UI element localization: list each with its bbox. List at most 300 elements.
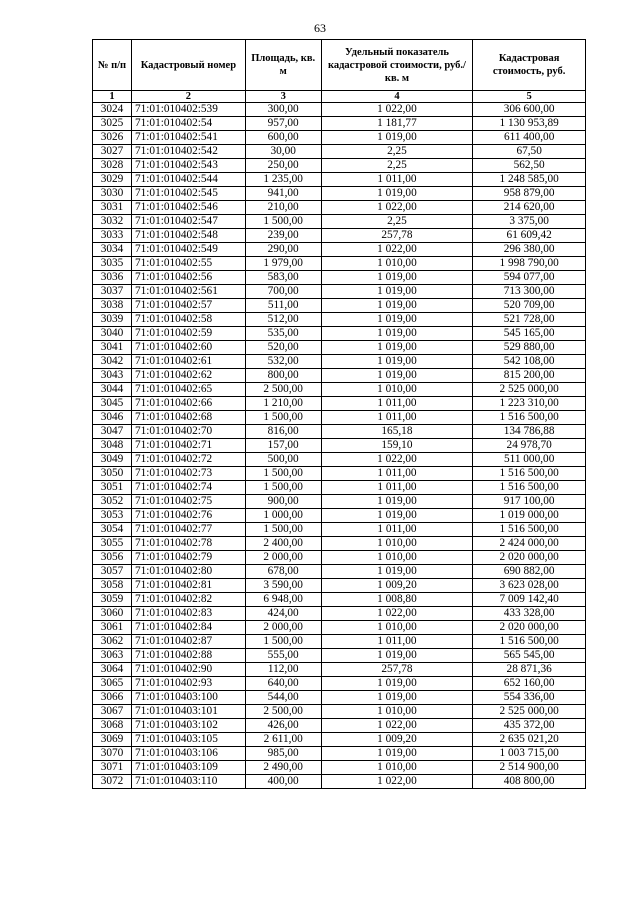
cadastral-number-cell: 71:01:010402:82 xyxy=(132,593,246,607)
header-specific-value: Удельный показатель кадастровой стоимости, руб./кв. м xyxy=(321,40,473,91)
cadastral-number-cell: 71:01:010402:75 xyxy=(132,495,246,509)
cadastral-value-cell: 1 516 500,00 xyxy=(473,411,586,425)
specific-value-cell: 1 008,80 xyxy=(321,593,473,607)
cadastral-value-cell: 1 223 310,00 xyxy=(473,397,586,411)
row-number-cell: 3027 xyxy=(93,145,132,159)
area-cell: 511,00 xyxy=(245,299,321,313)
cadastral-value-cell: 511 000,00 xyxy=(473,453,586,467)
row-number-cell: 3048 xyxy=(93,439,132,453)
cadastral-value-cell: 1 516 500,00 xyxy=(473,523,586,537)
row-number-cell: 3035 xyxy=(93,257,132,271)
cadastral-value-cell: 2 635 021,20 xyxy=(473,733,586,747)
column-number: 2 xyxy=(132,91,246,103)
specific-value-cell: 1 022,00 xyxy=(321,607,473,621)
specific-value-cell: 159,10 xyxy=(321,439,473,453)
specific-value-cell: 165,18 xyxy=(321,425,473,439)
table-row xyxy=(93,103,586,117)
row-number-cell: 3037 xyxy=(93,285,132,299)
cadastral-number-cell: 71:01:010403:100 xyxy=(132,691,246,705)
table-row xyxy=(93,173,586,187)
area-cell: 400,00 xyxy=(245,775,321,789)
cadastral-number-cell: 71:01:010402:55 xyxy=(132,257,246,271)
table-row xyxy=(93,187,586,201)
area-cell: 583,00 xyxy=(245,271,321,285)
row-number-cell: 3067 xyxy=(93,705,132,719)
table-row xyxy=(93,607,586,621)
specific-value-cell: 1 022,00 xyxy=(321,243,473,257)
column-number: 5 xyxy=(473,91,586,103)
cadastral-value-cell: 61 609,42 xyxy=(473,229,586,243)
specific-value-cell: 2,25 xyxy=(321,159,473,173)
specific-value-cell: 1 010,00 xyxy=(321,257,473,271)
table-row xyxy=(93,299,586,313)
area-cell: 112,00 xyxy=(245,663,321,677)
table-body xyxy=(93,103,586,789)
table-row xyxy=(93,691,586,705)
table-row xyxy=(93,117,586,131)
cadastral-value-cell: 542 108,00 xyxy=(473,355,586,369)
cadastral-number-cell: 71:01:010402:78 xyxy=(132,537,246,551)
table-row xyxy=(93,313,586,327)
table-row xyxy=(93,285,586,299)
cadastral-value-cell: 1 248 585,00 xyxy=(473,173,586,187)
row-number-cell: 3054 xyxy=(93,523,132,537)
area-cell: 250,00 xyxy=(245,159,321,173)
area-cell: 1 500,00 xyxy=(245,215,321,229)
row-number-cell: 3056 xyxy=(93,551,132,565)
table-row xyxy=(93,523,586,537)
area-cell: 957,00 xyxy=(245,117,321,131)
column-number-row xyxy=(93,91,586,103)
table-row xyxy=(93,635,586,649)
area-cell: 2 000,00 xyxy=(245,621,321,635)
cadastral-value-cell: 2 514 900,00 xyxy=(473,761,586,775)
row-number-cell: 3039 xyxy=(93,313,132,327)
specific-value-cell: 1 011,00 xyxy=(321,173,473,187)
cadastral-number-cell: 71:01:010403:101 xyxy=(132,705,246,719)
row-number-cell: 3060 xyxy=(93,607,132,621)
specific-value-cell: 1 019,00 xyxy=(321,509,473,523)
cadastral-number-cell: 71:01:010402:65 xyxy=(132,383,246,397)
cadastral-number-cell: 71:01:010402:76 xyxy=(132,509,246,523)
cadastral-value-cell: 815 200,00 xyxy=(473,369,586,383)
area-cell: 2 490,00 xyxy=(245,761,321,775)
specific-value-cell: 1 011,00 xyxy=(321,411,473,425)
table-row xyxy=(93,733,586,747)
row-number-cell: 3070 xyxy=(93,747,132,761)
specific-value-cell: 257,78 xyxy=(321,229,473,243)
cadastral-number-cell: 71:01:010402:61 xyxy=(132,355,246,369)
table-row xyxy=(93,243,586,257)
cadastral-value-cell: 1 130 953,89 xyxy=(473,117,586,131)
cadastral-value-cell: 3 623 028,00 xyxy=(473,579,586,593)
area-cell: 426,00 xyxy=(245,719,321,733)
cadastral-number-cell: 71:01:010402:73 xyxy=(132,467,246,481)
area-cell: 941,00 xyxy=(245,187,321,201)
area-cell: 1 000,00 xyxy=(245,509,321,523)
cadastral-value-cell: 690 882,00 xyxy=(473,565,586,579)
cadastral-number-cell: 71:01:010402:54 xyxy=(132,117,246,131)
specific-value-cell: 1 022,00 xyxy=(321,453,473,467)
area-cell: 555,00 xyxy=(245,649,321,663)
cadastral-number-cell: 71:01:010402:83 xyxy=(132,607,246,621)
table-row xyxy=(93,159,586,173)
table-row xyxy=(93,327,586,341)
table-header-row xyxy=(93,40,586,91)
area-cell: 512,00 xyxy=(245,313,321,327)
specific-value-cell: 1 010,00 xyxy=(321,705,473,719)
column-number: 1 xyxy=(93,91,132,103)
cadastral-value-cell: 134 786,88 xyxy=(473,425,586,439)
table-row xyxy=(93,761,586,775)
specific-value-cell: 1 010,00 xyxy=(321,537,473,551)
cadastral-value-cell: 67,50 xyxy=(473,145,586,159)
specific-value-cell: 1 019,00 xyxy=(321,495,473,509)
row-number-cell: 3024 xyxy=(93,103,132,117)
cadastral-number-cell: 71:01:010402:77 xyxy=(132,523,246,537)
cadastral-number-cell: 71:01:010402:62 xyxy=(132,369,246,383)
cadastral-number-cell: 71:01:010402:88 xyxy=(132,649,246,663)
row-number-cell: 3042 xyxy=(93,355,132,369)
specific-value-cell: 1 019,00 xyxy=(321,285,473,299)
table-row xyxy=(93,201,586,215)
area-cell: 1 500,00 xyxy=(245,411,321,425)
table-row xyxy=(93,341,586,355)
specific-value-cell: 1 011,00 xyxy=(321,523,473,537)
specific-value-cell: 1 019,00 xyxy=(321,271,473,285)
cadastral-number-cell: 71:01:010402:561 xyxy=(132,285,246,299)
area-cell: 678,00 xyxy=(245,565,321,579)
cadastral-number-cell: 71:01:010402:541 xyxy=(132,131,246,145)
row-number-cell: 3066 xyxy=(93,691,132,705)
table-row xyxy=(93,425,586,439)
area-cell: 2 000,00 xyxy=(245,551,321,565)
cadastral-number-cell: 71:01:010402:542 xyxy=(132,145,246,159)
specific-value-cell: 1 019,00 xyxy=(321,369,473,383)
row-number-cell: 3044 xyxy=(93,383,132,397)
specific-value-cell: 1 022,00 xyxy=(321,719,473,733)
cadastral-number-cell: 71:01:010403:106 xyxy=(132,747,246,761)
cadastral-number-cell: 71:01:010402:90 xyxy=(132,663,246,677)
row-number-cell: 3055 xyxy=(93,537,132,551)
cadastral-value-cell: 24 978,70 xyxy=(473,439,586,453)
table-row xyxy=(93,383,586,397)
table-row xyxy=(93,355,586,369)
row-number-cell: 3053 xyxy=(93,509,132,523)
row-number-cell: 3072 xyxy=(93,775,132,789)
cadastral-value-cell: 1 003 715,00 xyxy=(473,747,586,761)
table-row xyxy=(93,257,586,271)
row-number-cell: 3062 xyxy=(93,635,132,649)
area-cell: 2 400,00 xyxy=(245,537,321,551)
table-row xyxy=(93,215,586,229)
table-row xyxy=(93,509,586,523)
row-number-cell: 3028 xyxy=(93,159,132,173)
cadastral-number-cell: 71:01:010403:105 xyxy=(132,733,246,747)
specific-value-cell: 1 010,00 xyxy=(321,383,473,397)
area-cell: 1 210,00 xyxy=(245,397,321,411)
table-row xyxy=(93,719,586,733)
area-cell: 500,00 xyxy=(245,453,321,467)
specific-value-cell: 1 009,20 xyxy=(321,579,473,593)
row-number-cell: 3040 xyxy=(93,327,132,341)
area-cell: 1 500,00 xyxy=(245,523,321,537)
cadastral-value-cell: 435 372,00 xyxy=(473,719,586,733)
row-number-cell: 3045 xyxy=(93,397,132,411)
table-row xyxy=(93,579,586,593)
cadastral-value-cell: 713 300,00 xyxy=(473,285,586,299)
table-row xyxy=(93,705,586,719)
cadastral-number-cell: 71:01:010402:60 xyxy=(132,341,246,355)
specific-value-cell: 1 019,00 xyxy=(321,341,473,355)
cadastral-number-cell: 71:01:010403:102 xyxy=(132,719,246,733)
table-row xyxy=(93,663,586,677)
specific-value-cell: 1 011,00 xyxy=(321,467,473,481)
cadastral-number-cell: 71:01:010402:57 xyxy=(132,299,246,313)
specific-value-cell: 2,25 xyxy=(321,145,473,159)
cadastral-number-cell: 71:01:010402:80 xyxy=(132,565,246,579)
row-number-cell: 3047 xyxy=(93,425,132,439)
table-row xyxy=(93,397,586,411)
cadastral-value-cell: 214 620,00 xyxy=(473,201,586,215)
cadastral-value-cell: 433 328,00 xyxy=(473,607,586,621)
row-number-cell: 3065 xyxy=(93,677,132,691)
cadastral-value-cell: 652 160,00 xyxy=(473,677,586,691)
area-cell: 1 979,00 xyxy=(245,257,321,271)
cadastral-number-cell: 71:01:010403:109 xyxy=(132,761,246,775)
cadastral-number-cell: 71:01:010402:81 xyxy=(132,579,246,593)
area-cell: 640,00 xyxy=(245,677,321,691)
cadastral-value-cell: 521 728,00 xyxy=(473,313,586,327)
header-area: Площадь, кв. м xyxy=(245,40,321,91)
row-number-cell: 3043 xyxy=(93,369,132,383)
row-number-cell: 3057 xyxy=(93,565,132,579)
table-row xyxy=(93,551,586,565)
specific-value-cell: 1 022,00 xyxy=(321,775,473,789)
cadastral-number-cell: 71:01:010402:93 xyxy=(132,677,246,691)
specific-value-cell: 2,25 xyxy=(321,215,473,229)
table-row xyxy=(93,481,586,495)
cadastral-value-cell: 2 424 000,00 xyxy=(473,537,586,551)
cadastral-number-cell: 71:01:010402:548 xyxy=(132,229,246,243)
cadastral-value-cell: 529 880,00 xyxy=(473,341,586,355)
cadastral-number-cell: 71:01:010402:547 xyxy=(132,215,246,229)
row-number-cell: 3038 xyxy=(93,299,132,313)
row-number-cell: 3059 xyxy=(93,593,132,607)
cadastral-number-cell: 71:01:010402:56 xyxy=(132,271,246,285)
row-number-cell: 3030 xyxy=(93,187,132,201)
row-number-cell: 3041 xyxy=(93,341,132,355)
area-cell: 1 500,00 xyxy=(245,467,321,481)
row-number-cell: 3061 xyxy=(93,621,132,635)
cadastral-value-cell: 1 516 500,00 xyxy=(473,467,586,481)
row-number-cell: 3064 xyxy=(93,663,132,677)
area-cell: 600,00 xyxy=(245,131,321,145)
cadastral-number-cell: 71:01:010402:68 xyxy=(132,411,246,425)
specific-value-cell: 1 011,00 xyxy=(321,481,473,495)
area-cell: 1 500,00 xyxy=(245,481,321,495)
cadastral-number-cell: 71:01:010402:74 xyxy=(132,481,246,495)
cadastral-value-cell: 594 077,00 xyxy=(473,271,586,285)
cadastral-value-cell: 3 375,00 xyxy=(473,215,586,229)
table-row xyxy=(93,453,586,467)
cadastral-number-cell: 71:01:010402:84 xyxy=(132,621,246,635)
row-number-cell: 3026 xyxy=(93,131,132,145)
cadastral-value-cell: 958 879,00 xyxy=(473,187,586,201)
header-cadastral-number: Кадастровый номер xyxy=(132,40,246,91)
specific-value-cell: 1 019,00 xyxy=(321,355,473,369)
cadastral-number-cell: 71:01:010402:72 xyxy=(132,453,246,467)
area-cell: 2 500,00 xyxy=(245,383,321,397)
cadastral-value-cell: 545 165,00 xyxy=(473,327,586,341)
row-number-cell: 3052 xyxy=(93,495,132,509)
area-cell: 532,00 xyxy=(245,355,321,369)
row-number-cell: 3063 xyxy=(93,649,132,663)
specific-value-cell: 1 019,00 xyxy=(321,677,473,691)
row-number-cell: 3068 xyxy=(93,719,132,733)
area-cell: 2 500,00 xyxy=(245,705,321,719)
area-cell: 424,00 xyxy=(245,607,321,621)
cadastral-value-cell: 611 400,00 xyxy=(473,131,586,145)
area-cell: 290,00 xyxy=(245,243,321,257)
table-row xyxy=(93,775,586,789)
row-number-cell: 3033 xyxy=(93,229,132,243)
specific-value-cell: 1 010,00 xyxy=(321,551,473,565)
cadastral-value-cell: 565 545,00 xyxy=(473,649,586,663)
row-number-cell: 3051 xyxy=(93,481,132,495)
area-cell: 544,00 xyxy=(245,691,321,705)
table-row xyxy=(93,467,586,481)
cadastral-value-table xyxy=(92,39,586,789)
header-cadastral-value: Кадастровая стоимость, руб. xyxy=(473,40,586,91)
area-cell: 1 500,00 xyxy=(245,635,321,649)
cadastral-number-cell: 71:01:010402:71 xyxy=(132,439,246,453)
cadastral-value-cell: 7 009 142,40 xyxy=(473,593,586,607)
cadastral-number-cell: 71:01:010402:70 xyxy=(132,425,246,439)
row-number-cell: 3034 xyxy=(93,243,132,257)
cadastral-value-cell: 2 525 000,00 xyxy=(473,705,586,719)
cadastral-value-cell: 2 020 000,00 xyxy=(473,621,586,635)
row-number-cell: 3069 xyxy=(93,733,132,747)
cadastral-value-cell: 1 516 500,00 xyxy=(473,635,586,649)
specific-value-cell: 1 019,00 xyxy=(321,747,473,761)
cadastral-value-cell: 408 800,00 xyxy=(473,775,586,789)
table-row xyxy=(93,649,586,663)
area-cell: 520,00 xyxy=(245,341,321,355)
area-cell: 985,00 xyxy=(245,747,321,761)
table-row xyxy=(93,369,586,383)
cadastral-value-cell: 554 336,00 xyxy=(473,691,586,705)
table-row xyxy=(93,593,586,607)
cadastral-value-cell: 1 516 500,00 xyxy=(473,481,586,495)
specific-value-cell: 1 019,00 xyxy=(321,565,473,579)
specific-value-cell: 1 019,00 xyxy=(321,131,473,145)
area-cell: 210,00 xyxy=(245,201,321,215)
area-cell: 6 948,00 xyxy=(245,593,321,607)
row-number-cell: 3058 xyxy=(93,579,132,593)
specific-value-cell: 1 019,00 xyxy=(321,313,473,327)
cadastral-number-cell: 71:01:010402:544 xyxy=(132,173,246,187)
specific-value-cell: 1 019,00 xyxy=(321,327,473,341)
row-number-cell: 3049 xyxy=(93,453,132,467)
cadastral-number-cell: 71:01:010402:543 xyxy=(132,159,246,173)
specific-value-cell: 1 010,00 xyxy=(321,761,473,775)
page-number: 63 xyxy=(314,21,326,35)
specific-value-cell: 1 011,00 xyxy=(321,635,473,649)
row-number-cell: 3071 xyxy=(93,761,132,775)
specific-value-cell: 1 019,00 xyxy=(321,299,473,313)
cadastral-number-cell: 71:01:010402:66 xyxy=(132,397,246,411)
cadastral-number-cell: 71:01:010402:545 xyxy=(132,187,246,201)
table-row xyxy=(93,271,586,285)
cadastral-value-cell: 1 998 790,00 xyxy=(473,257,586,271)
cadastral-number-cell: 71:01:010402:539 xyxy=(132,103,246,117)
cadastral-value-cell: 520 709,00 xyxy=(473,299,586,313)
specific-value-cell: 1 019,00 xyxy=(321,649,473,663)
cadastral-value-cell: 562,50 xyxy=(473,159,586,173)
table-row xyxy=(93,747,586,761)
specific-value-cell: 1 019,00 xyxy=(321,691,473,705)
cadastral-value-cell: 917 100,00 xyxy=(473,495,586,509)
table-row xyxy=(93,565,586,579)
table-row xyxy=(93,537,586,551)
cadastral-number-cell: 71:01:010403:110 xyxy=(132,775,246,789)
area-cell: 3 590,00 xyxy=(245,579,321,593)
table-row xyxy=(93,145,586,159)
area-cell: 30,00 xyxy=(245,145,321,159)
table-row xyxy=(93,677,586,691)
specific-value-cell: 1 011,00 xyxy=(321,397,473,411)
cadastral-value-cell: 1 019 000,00 xyxy=(473,509,586,523)
area-cell: 1 235,00 xyxy=(245,173,321,187)
area-cell: 800,00 xyxy=(245,369,321,383)
header-row-number: № п/п xyxy=(93,40,132,91)
area-cell: 157,00 xyxy=(245,439,321,453)
row-number-cell: 3046 xyxy=(93,411,132,425)
row-number-cell: 3032 xyxy=(93,215,132,229)
specific-value-cell: 1 009,20 xyxy=(321,733,473,747)
area-cell: 300,00 xyxy=(245,103,321,117)
row-number-cell: 3050 xyxy=(93,467,132,481)
area-cell: 239,00 xyxy=(245,229,321,243)
cadastral-value-cell: 28 871,36 xyxy=(473,663,586,677)
specific-value-cell: 257,78 xyxy=(321,663,473,677)
cadastral-value-cell: 2 525 000,00 xyxy=(473,383,586,397)
specific-value-cell: 1 010,00 xyxy=(321,621,473,635)
table-row xyxy=(93,495,586,509)
row-number-cell: 3036 xyxy=(93,271,132,285)
specific-value-cell: 1 022,00 xyxy=(321,103,473,117)
cadastral-number-cell: 71:01:010402:549 xyxy=(132,243,246,257)
table-row xyxy=(93,439,586,453)
cadastral-number-cell: 71:01:010402:87 xyxy=(132,635,246,649)
area-cell: 2 611,00 xyxy=(245,733,321,747)
cadastral-number-cell: 71:01:010402:546 xyxy=(132,201,246,215)
table-row xyxy=(93,411,586,425)
area-cell: 900,00 xyxy=(245,495,321,509)
cadastral-value-cell: 306 600,00 xyxy=(473,103,586,117)
row-number-cell: 3029 xyxy=(93,173,132,187)
cadastral-number-cell: 71:01:010402:58 xyxy=(132,313,246,327)
table-row xyxy=(93,621,586,635)
cadastral-value-cell: 296 380,00 xyxy=(473,243,586,257)
table-row xyxy=(93,229,586,243)
specific-value-cell: 1 019,00 xyxy=(321,187,473,201)
table-row xyxy=(93,131,586,145)
column-number: 3 xyxy=(245,91,321,103)
row-number-cell: 3025 xyxy=(93,117,132,131)
cadastral-number-cell: 71:01:010402:59 xyxy=(132,327,246,341)
